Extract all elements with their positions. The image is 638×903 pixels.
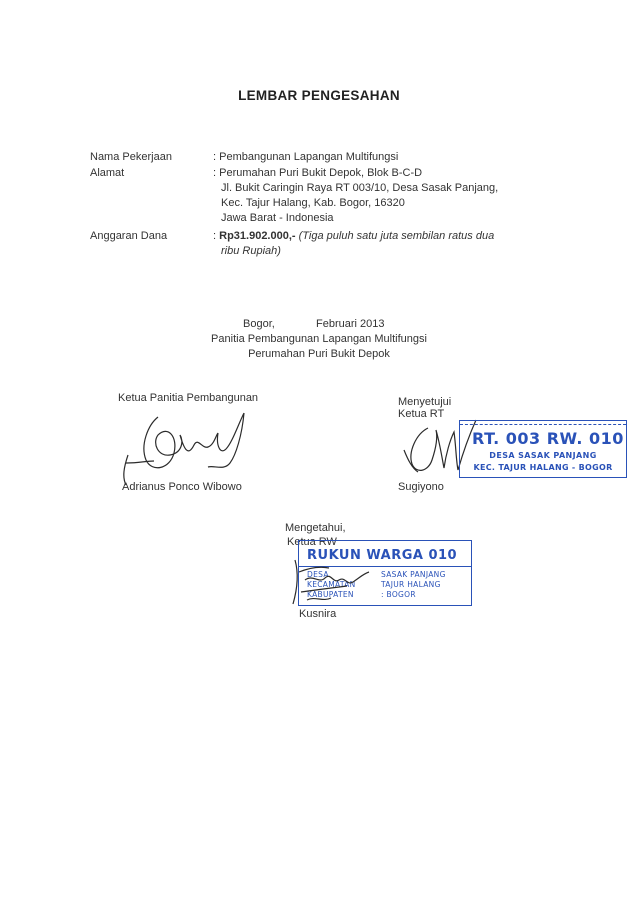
- anggaran-label: Anggaran Dana: [90, 230, 168, 242]
- bottom-signer-role: Ketua RW: [287, 536, 337, 548]
- rw-stamp-key-2: KECAMATAN: [307, 580, 356, 589]
- bottom-signature: [285, 550, 375, 614]
- nama-pekerjaan-value: : Pembangunan Lapangan Multifungsi: [213, 151, 399, 163]
- committee-line-1: Panitia Pembangunan Lapangan Multifungsi: [211, 333, 427, 345]
- approve-label: Menyetujui: [398, 396, 452, 408]
- rw-stamp-value-2: TAJUR HALANG: [381, 580, 441, 589]
- page-title: LEMBAR PENGESAHAN: [238, 88, 400, 103]
- acknowledge-label: Mengetahui,: [285, 522, 346, 534]
- alamat-line-3: Kec. Tajur Halang, Kab. Bogor, 16320: [221, 197, 405, 209]
- left-signer-name: Adrianus Ponco Wibowo: [122, 481, 242, 493]
- alamat-line-1: : Perumahan Puri Bukit Depok, Blok B-C-D: [213, 167, 423, 179]
- alamat-label: Alamat: [90, 167, 125, 179]
- place: Bogor,: [243, 318, 275, 330]
- right-signer-name: Sugiyono: [398, 481, 444, 493]
- rt-stamp-village: DESA SASAK PANJANG: [489, 451, 597, 460]
- left-signer-role: Ketua Panitia Pembangunan: [118, 392, 259, 404]
- left-signature: [118, 405, 268, 490]
- anggaran-amount: Rp31.902.000,-: [219, 230, 296, 242]
- alamat-line-2: Jl. Bukit Caringin Raya RT 003/10, Desa Sasak Panjang,: [221, 182, 499, 194]
- anggaran-value: : Rp31.902.000,- (Tiga puluh satu juta sembilan ratus dua: [213, 230, 495, 242]
- rw-stamp-key-1: DESA: [307, 570, 329, 579]
- nama-pekerjaan-label: Nama Pekerjaan: [90, 151, 172, 163]
- rw-stamp-title: RUKUN WARGA 010: [307, 548, 458, 563]
- rw-stamp-key-3: KABUPATEN: [307, 590, 354, 599]
- committee-line-2: Perumahan Puri Bukit Depok: [248, 348, 390, 360]
- bottom-signer-name: Kusnira: [299, 608, 337, 620]
- rt-stamp-district: KEC. TAJUR HALANG - BOGOR: [473, 463, 613, 472]
- anggaran-words: (Tiga puluh satu juta sembilan ratus dua: [298, 230, 495, 242]
- rt-stamp-border: [460, 424, 626, 425]
- alamat-line-4: Jawa Barat - Indonesia: [221, 212, 334, 224]
- rt-stamp: [459, 420, 627, 478]
- date: Februari 2013: [316, 318, 385, 330]
- rw-stamp-value-3: : BOGOR: [381, 590, 416, 599]
- anggaran-words-2: ribu Rupiah): [221, 245, 281, 257]
- rw-stamp-value-1: SASAK PANJANG: [381, 570, 446, 579]
- right-signer-role: Ketua RT: [398, 408, 445, 420]
- rt-stamp-title: RT. 003 RW. 010: [472, 429, 624, 448]
